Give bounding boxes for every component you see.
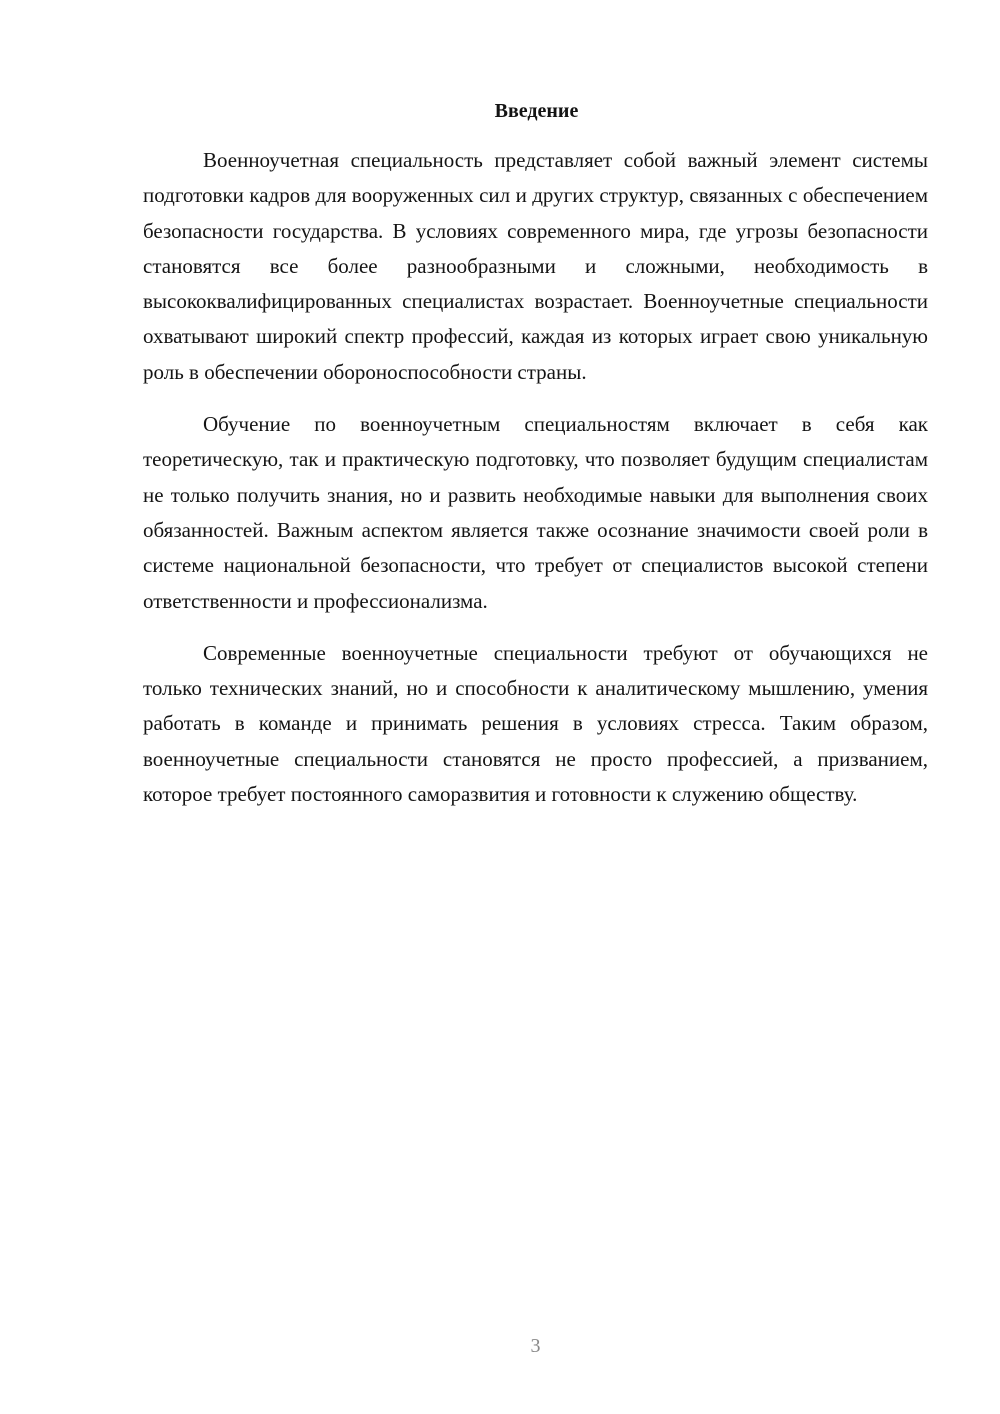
paragraph-1: Военноучетная специальность представляет собой важный элемент системы подготовки кадров для вооруженных сил и других структур, связанных с обеспечением безопасности государства. В условиях современного мира, где угрозы безопасности становятся все более разнообразными и сложными, необходимость в высококвалифицированных специалистах возрастает. Военноучетные специальности охватывают широкий спектр профессий, каждая из которых играет свою уникальную роль в обеспечении обороноспособности страны.: [143, 148, 928, 384]
page-number: 3: [530, 1335, 541, 1357]
section-heading: Введение: [494, 100, 579, 122]
page-content: [143, 96, 928, 812]
paragraph-2: Обучение по военноучетным специальностям включает в себя как теоретическую, так и практическую подготовку, что позволяет будущим специалистам не только получить знания, но и развить необходимые навыки для выполнения своих обязанностей. Важным аспектом является также осознание значимости своей роли в системе национальной безопасности, что требует от специалистов высокой степени ответственности и профессионализма.: [143, 412, 928, 613]
paragraph-3: Современные военноучетные специальности требуют от обучающихся не только технических знаний, но и способности к аналитическому мышлению, умения работать в команде и принимать решения в условиях стресса. Таким образом, военноучетные специальности становятся не просто профессией, а призванием, которое требует постоянного саморазвития и готовности к служению обществу.: [143, 640, 928, 807]
